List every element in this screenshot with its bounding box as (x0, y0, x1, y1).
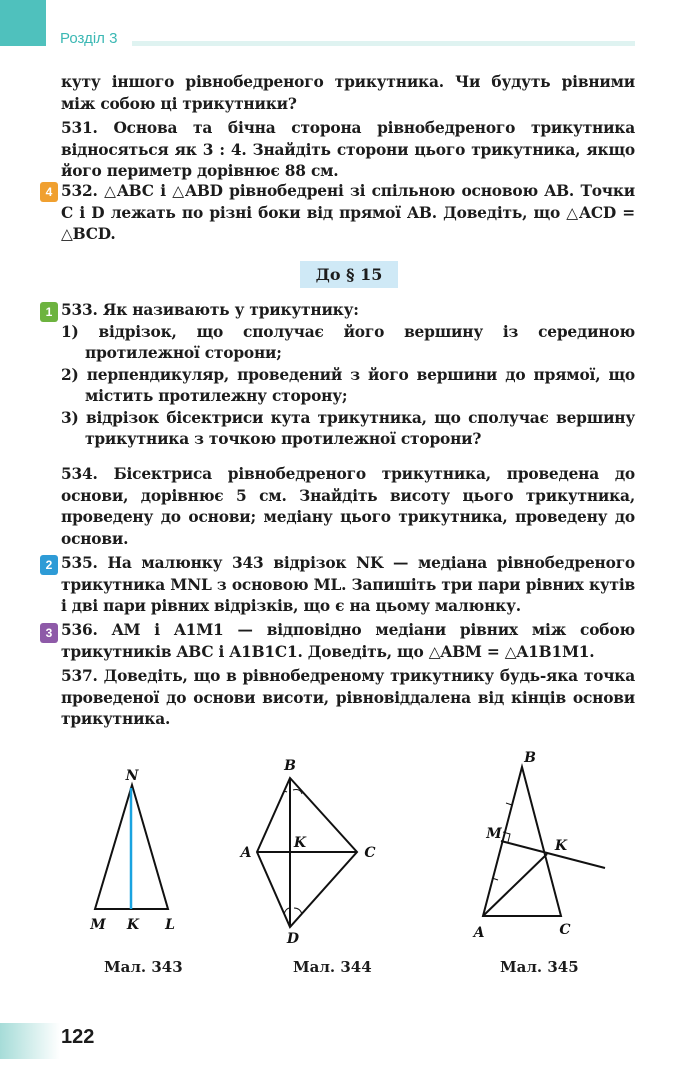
label-N: N (125, 768, 139, 784)
problem-536 (61, 620, 635, 663)
problem-533 (61, 300, 635, 451)
problem-number: 535. (61, 554, 98, 572)
list-item: 1) відрізок, що сполучає його вершину із серединою протилежної сторони; (61, 322, 635, 362)
label-C: C (559, 922, 571, 938)
label-B: B (284, 758, 296, 774)
intro-text (61, 72, 635, 115)
problem-text: Як називають у трикутнику: (102, 301, 359, 319)
page-number: 122 (61, 1026, 95, 1048)
label-K: K (293, 835, 307, 851)
label-A: A (473, 925, 485, 941)
problem-534 (61, 464, 635, 550)
figure-343 (95, 785, 168, 909)
list-item: 2) перпендикуляр, проведений з його вершини до прямої, що містить протилежну сторону; (61, 365, 635, 405)
problem-531 (61, 118, 635, 183)
problem-number: 531. (61, 119, 98, 137)
problem-text: Бісектриса рівнобедреного трикутника, проведена до основи, дорівнює 5 см. Знайдіть висоту цього трикутника, проведену до основи; медіану цього трикутника, проведену до основи. (61, 465, 635, 548)
problem-text: На малюнку 343 відрізок NK — медіана рівнобедреного трикутника MNL з основою ML. Запишіть три пари рівних кутів і дві пари рівних відрізків, що є на цьому малюнку. (61, 554, 635, 615)
problem-537 (61, 666, 635, 731)
list-item: 3) відрізок бісектриси кута трикутника, що сполучає вершину трикутника з точкою протилежної сторони? (61, 408, 635, 448)
problem-535 (61, 553, 635, 618)
problem-text: △ABC і △ABD рівнобедрені зі спільною основою AB. Точки C і D лежать по різні боки від прямої AB. Доведіть, що △ACD = △BCD. (61, 182, 635, 243)
page-number-bar (0, 1023, 60, 1059)
problem-532 (61, 181, 635, 246)
problem-number: 532. (61, 182, 98, 200)
problem-text: AM і A1M1 — відповідно медіани рівних між собою трикутників ABC і A1B1C1. Доведіть, що △ABM = △A1B1M1. (61, 621, 635, 661)
label-C: C (364, 845, 376, 861)
figure-344 (257, 778, 357, 927)
problem-number: 537. (61, 667, 98, 685)
section-badge: До § 15 (300, 261, 398, 288)
header-rule (132, 41, 635, 46)
label-K: K (126, 917, 140, 933)
problem-text: Основа та бічна сторона рівнобедреного трикутника відносяться як 3 : 4. Знайдіть сторони цього трикутника, якщо його периметр дорівнює 88 см. (61, 119, 635, 180)
problem-number: 534. (61, 465, 98, 483)
level-1-icon: 1 (40, 302, 58, 322)
label-A: A (240, 845, 252, 861)
chapter-label: Розділ 3 (60, 30, 118, 47)
label-M: M (486, 826, 502, 842)
problem-text: Доведіть, що в рівнобедреному трикутнику будь-яка точка проведеної до основи висоти, рівновіддалена від кінців основи трикутника. (61, 667, 635, 728)
problem-number: 536. (61, 621, 98, 639)
label-B: B (524, 750, 536, 766)
figures-svg (0, 740, 700, 950)
problem-number: 533. (61, 301, 98, 319)
caption-345: Мал. 345 (500, 958, 579, 976)
caption-343: Мал. 343 (104, 958, 183, 976)
level-4-icon: 4 (40, 182, 58, 202)
label-L: L (165, 917, 175, 933)
corner-accent (0, 0, 46, 46)
label-M: M (90, 917, 106, 933)
level-3-icon: 3 (40, 623, 58, 643)
caption-344: Мал. 344 (293, 958, 372, 976)
level-2-icon: 2 (40, 555, 58, 575)
label-K: K (554, 838, 568, 854)
label-D: D (286, 931, 300, 947)
intro-paragraph: куту іншого рівнобедреного трикутника. Чи будуть рівними між собою ці трикутники? (61, 73, 635, 113)
